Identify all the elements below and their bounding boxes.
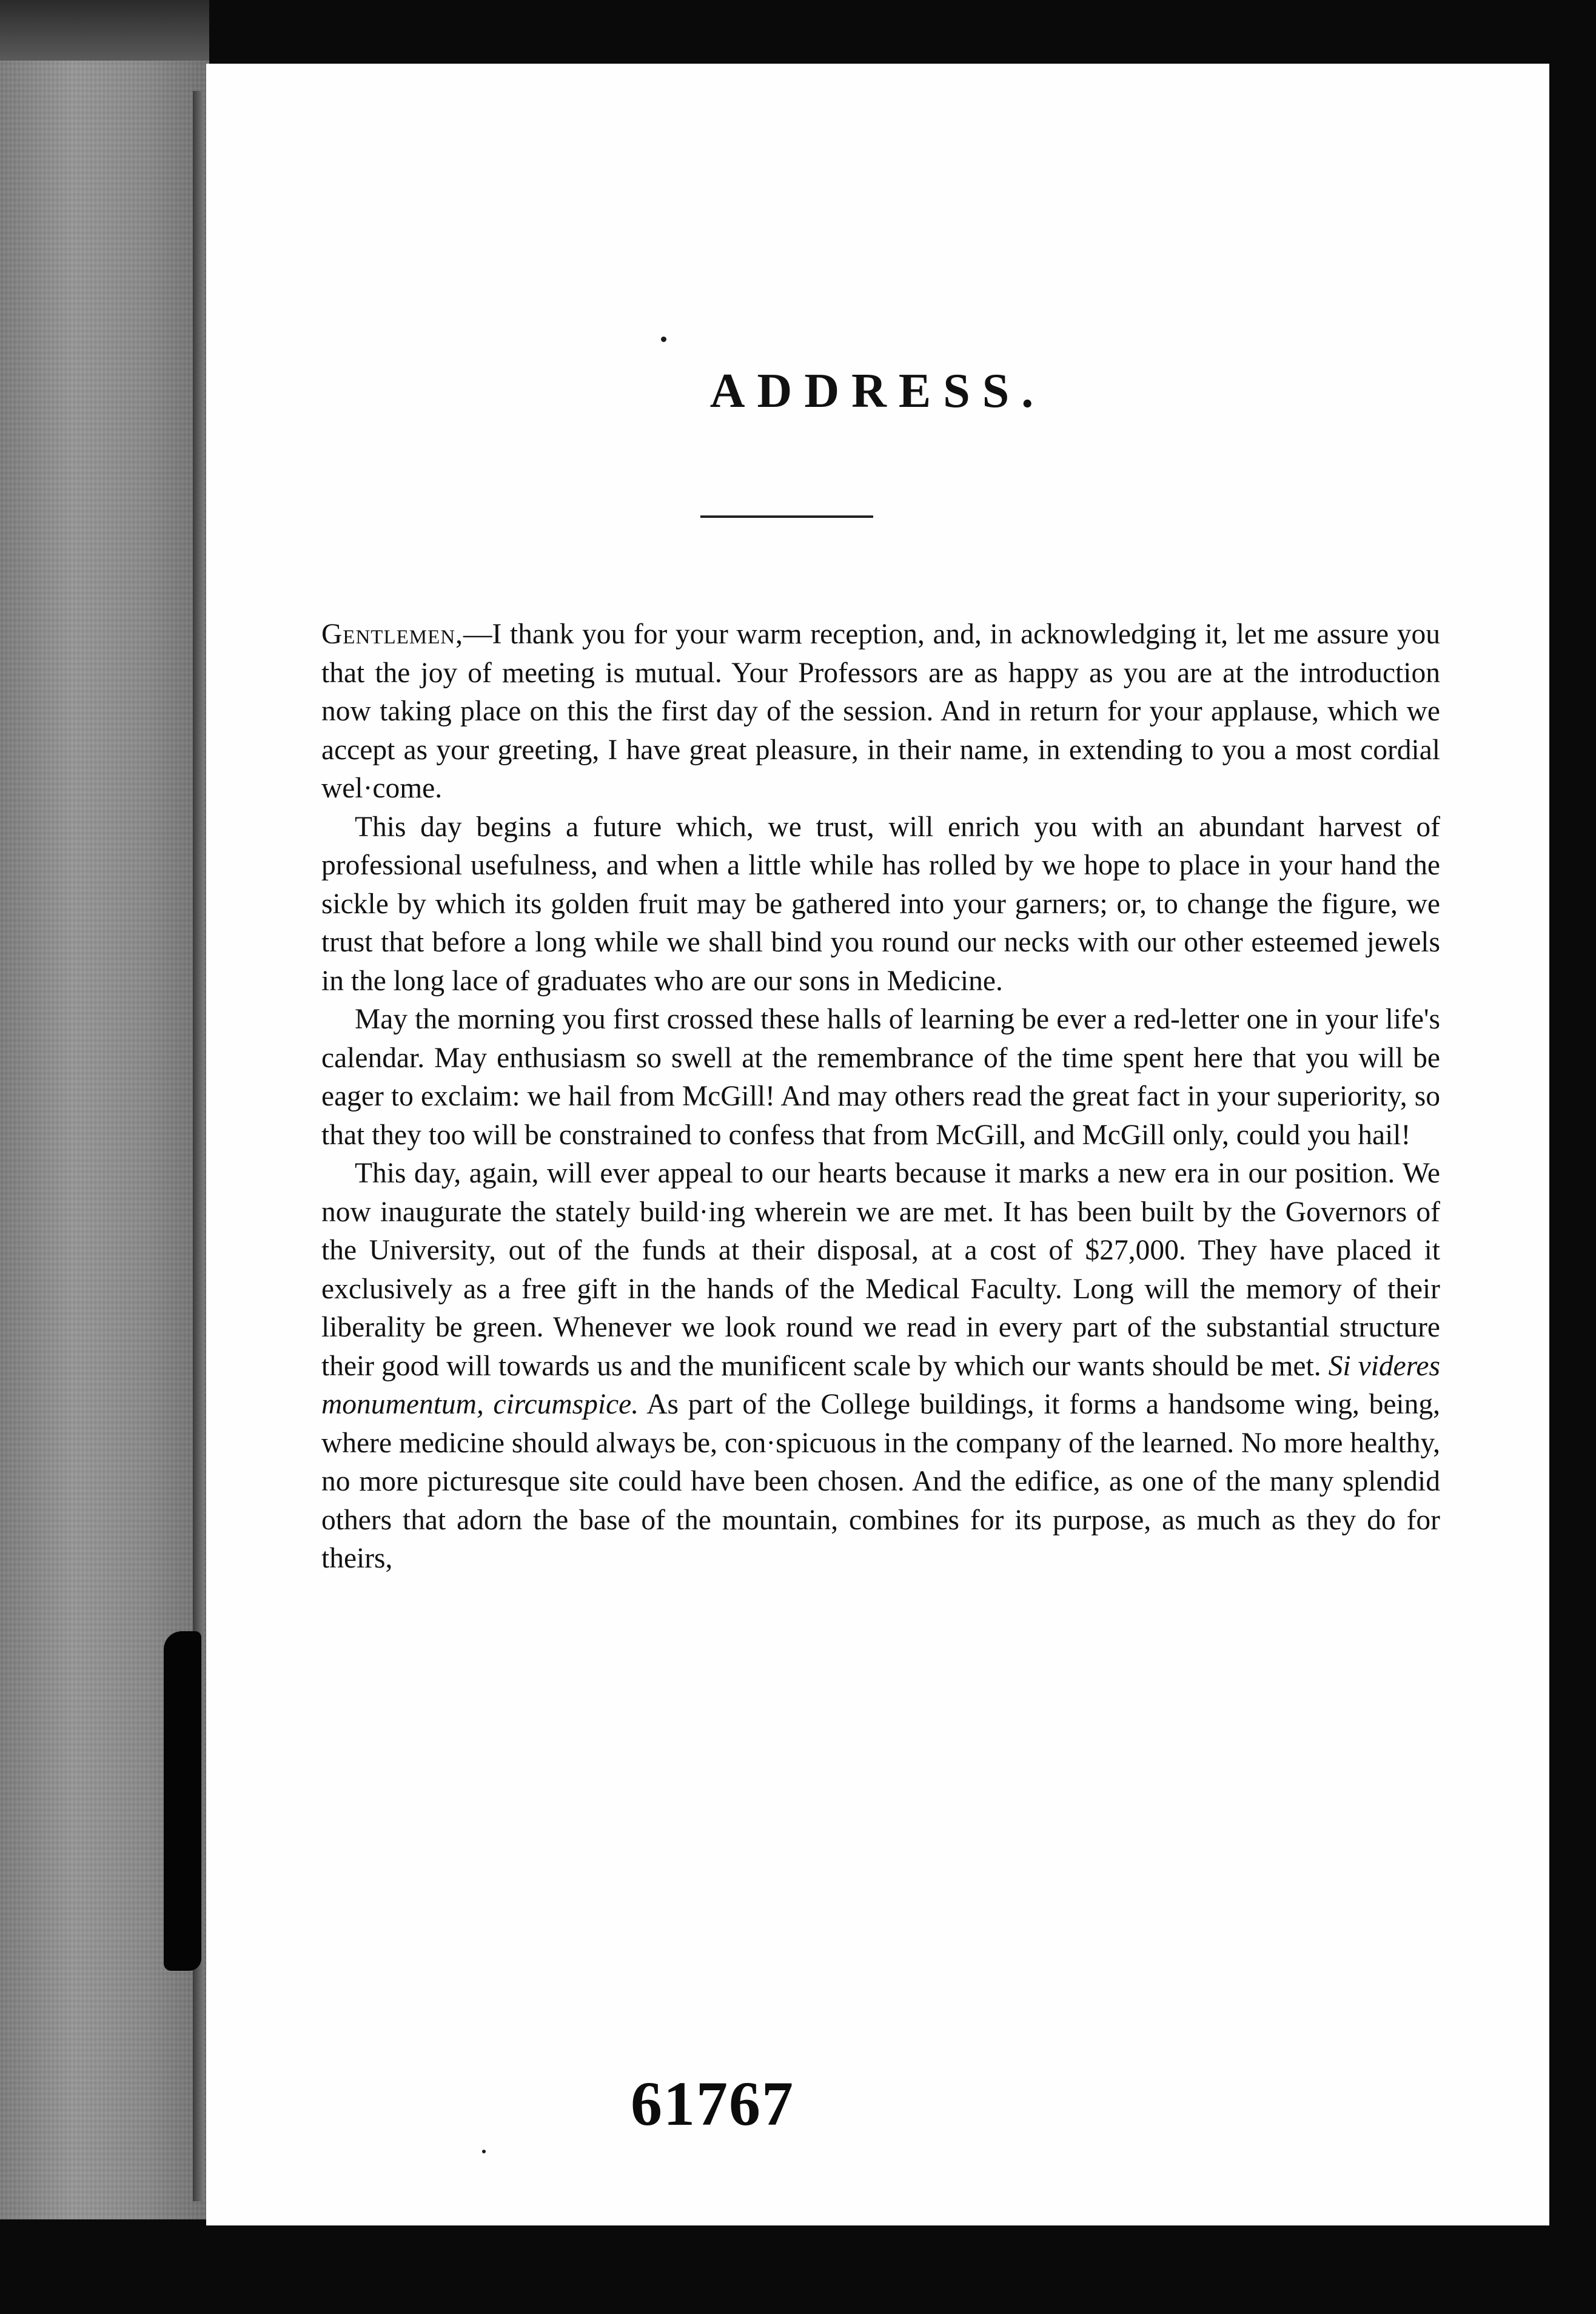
paragraph-1-text: —I thank you for your warm reception, and, in acknowledging it, let me assure you that the joy of meeting is mutual. Your Professors are as happy as you are at the introduction now taking place on this the first day of the session. And in return for your applause, which we accept as your greeting, I have great pleasure, in their name, in extending to you a most cordial wel·come. bbox=[321, 619, 1440, 804]
binding-top-edge bbox=[0, 0, 209, 61]
greeting: Gentlemen, bbox=[321, 619, 463, 650]
ink-speck bbox=[482, 2150, 486, 2153]
address-body bbox=[321, 615, 1440, 1578]
paragraph-2: This day begins a future which, we trust, will enrich you with an abundant harvest of professional usefulness, and when a little while has rolled by we hope to place in your hand the sickle by which its golden fruit may be gathered into your garners; or, to change the figure, we trust that before a long while we shall bind you round our necks with our other esteemed jewels in the long lace of graduates who are our sons in Medicine. bbox=[321, 811, 1440, 997]
title-divider bbox=[700, 515, 873, 518]
document-page bbox=[206, 64, 1549, 2225]
paragraph-4-end: As part of the College buildings, it forms a handsome wing, being, where medicine should always be, con·spicuous in the company of the learned. No more healthy, no more picturesque site could have been chosen. And the edifice, as one of the many splendid others that adorn the base of the mountain, combines for its purpose, as much as they do for theirs, bbox=[321, 1389, 1440, 1574]
paragraph-1 bbox=[321, 615, 1440, 808]
ink-speck bbox=[661, 337, 666, 342]
paragraph-4-start: This day, again, will ever appeal to our hearts because it marks a new era in our position. We now inaugurate the stately build·ing wherein we are met. It has been built by the Governors of the University, out of the funds at their disposal, at a cost of $27,000. They have placed it exclusively as a free gift in the hands of the Medical Faculty. Long will the memory of their liberality be green. Whenever we look round we read in every part of the substantial structure their good will towards us and the munificent scale by which our wants should be met. bbox=[321, 1158, 1440, 1382]
latin-quote: Si videres monumentum, circumspice. bbox=[321, 1350, 1440, 1420]
stamp-number: 61767 bbox=[631, 2069, 794, 2139]
paragraph-3: May the morning you first crossed these halls of learning be ever a red-letter one in your life's calendar. May enthusiasm so swell at the remembrance of the time spent here that you will be eager to exclaim: we hail from McGill! And may others read the great fact in your superiority, so that they too will be constrained to confess that from McGill, and McGill only, could you hail! bbox=[321, 1004, 1440, 1151]
paragraph-4 bbox=[321, 1155, 1440, 1578]
page-title: ADDRESS. bbox=[709, 364, 1046, 418]
binding-ink-blot bbox=[164, 1631, 201, 1971]
